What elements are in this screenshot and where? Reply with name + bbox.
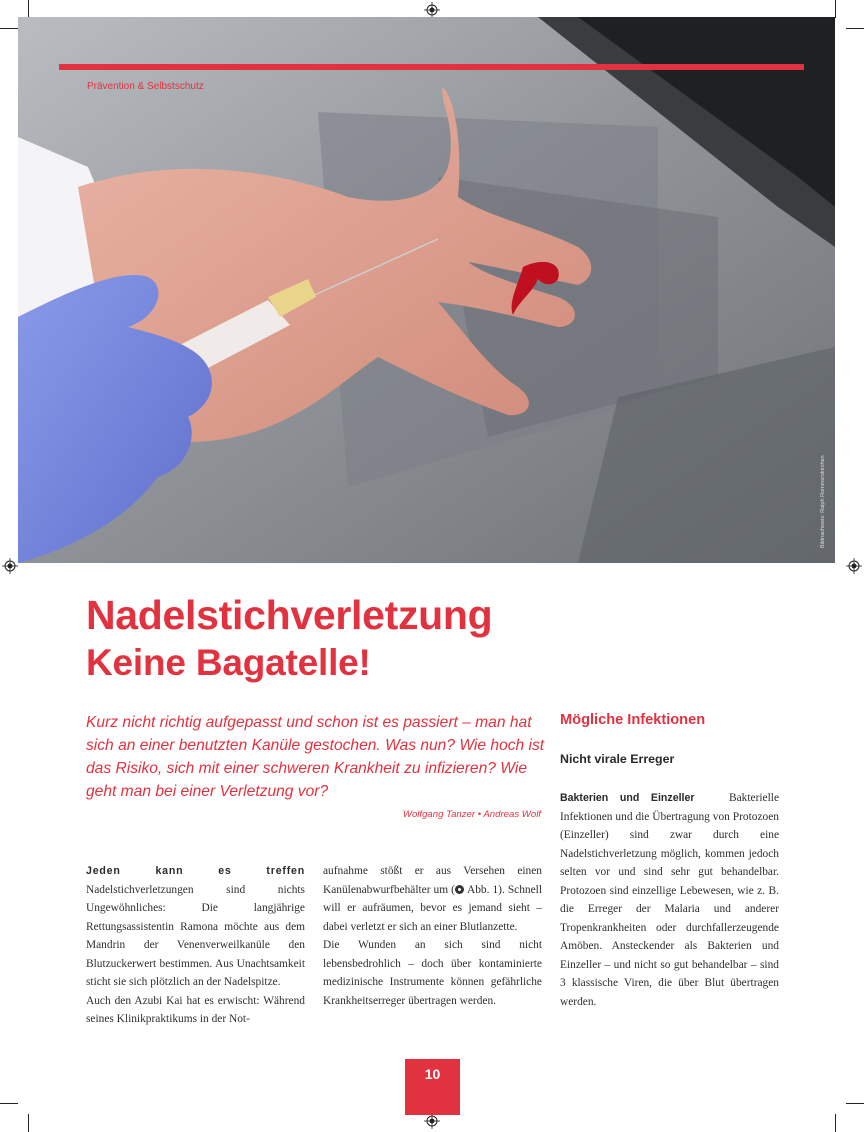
- section-label: Prävention & Selbstschutz: [87, 81, 204, 92]
- crop-mark: [846, 28, 864, 29]
- paragraph: Jeden kann es treffen Nadelstichverletzungen sind nichts Ungewöhnliches: Die langjährige Rettungsassistentin Ramona möchte aus dem Mandrin der Venenverweilkanüle den Blutzuckerwert bestimmen. Aus Unachtsamkeit sticht sie sich plötzlich an der Nadelspitze.: [86, 865, 305, 988]
- article-authors: Wolfgang Tanzer • Andreas Wolf: [402, 809, 541, 820]
- section-heading: Mögliche Infektionen: [560, 712, 706, 728]
- header-accent-bar: [59, 64, 804, 70]
- crop-mark: [835, 1114, 836, 1132]
- crop-mark: [28, 0, 29, 18]
- text-column-3: [560, 789, 779, 1011]
- paragraph: Bakterien und Einzeller Bakterielle Infektionen und die Übertragung von Protozoen (Einzeller) sind zwar durch eine Nadelstichverletzung möglich, kommen jedoch selten vor und sind sehr gut behandelbar. Protozoen sind einzellige Lebewesen, wie z. B. die Erreger der Malaria und anderer Tropenkrankheiten oder durchfallerzeugende Amöben. Ansteckender als Bakterien und Einzeller – und nicht so gut behandelbar – sind 3 klassische Viren, die über Blut übertragen werden.: [560, 792, 779, 1008]
- article-title: Nadelstichverletzung: [86, 592, 493, 638]
- photo-credit: Bildnachweis: Ralph Rommerskirchen: [820, 455, 826, 548]
- runin-heading: Jeden kann es treffen: [86, 865, 305, 877]
- text-column-2: [323, 862, 542, 1010]
- crop-mark: [28, 1114, 29, 1132]
- figure-reference-icon: [455, 885, 464, 894]
- article-intro: Kurz nicht richtig aufgepasst und schon ist es passiert – man hat sich an einer benutzten Kanüle gestochen. Was nun? Wie hoch ist das Risiko, sich mit einer schweren Krankheit zu infizieren? Wie geht man bei einer Verletzung vor?: [86, 714, 545, 800]
- registration-mark-icon: [424, 1113, 440, 1129]
- paragraph: Auch den Azubi Kai hat es erwischt: Während seines Klinikpraktikums in der Not-: [86, 994, 305, 1025]
- text-column-1: [86, 862, 305, 1029]
- article-subtitle: Keine Bagatelle!: [86, 642, 371, 683]
- page-number: 10: [405, 1059, 460, 1115]
- hero-photo: [18, 17, 835, 563]
- crop-mark: [0, 28, 18, 29]
- registration-mark-icon: [846, 558, 862, 574]
- crop-mark: [835, 0, 836, 18]
- subsection-heading: Nicht virale Erreger: [560, 752, 675, 766]
- registration-mark-icon: [2, 558, 18, 574]
- needlestick-illustration: [18, 17, 835, 563]
- crop-mark: [846, 1103, 864, 1104]
- paragraph: aufnahme stößt er aus Versehen einen Kanülenabwurfbehälter um ( Abb. 1). Schnell will er aufräumen, bevor es jemand sieht – dabei verletzt er sich an einer Blutlanzette.: [323, 865, 542, 933]
- figure-reference[interactable]: Abb. 1: [466, 883, 499, 896]
- crop-mark: [0, 1103, 18, 1104]
- runin-heading: Bakterien und Einzeller: [560, 792, 695, 804]
- paragraph: Die Wunden an sich sind nicht lebensbedrohlich – doch über kontaminierte medizinische Instrumente können gefährliche Krankheitserreger übertragen werden.: [323, 939, 542, 1007]
- registration-mark-icon: [424, 2, 440, 18]
